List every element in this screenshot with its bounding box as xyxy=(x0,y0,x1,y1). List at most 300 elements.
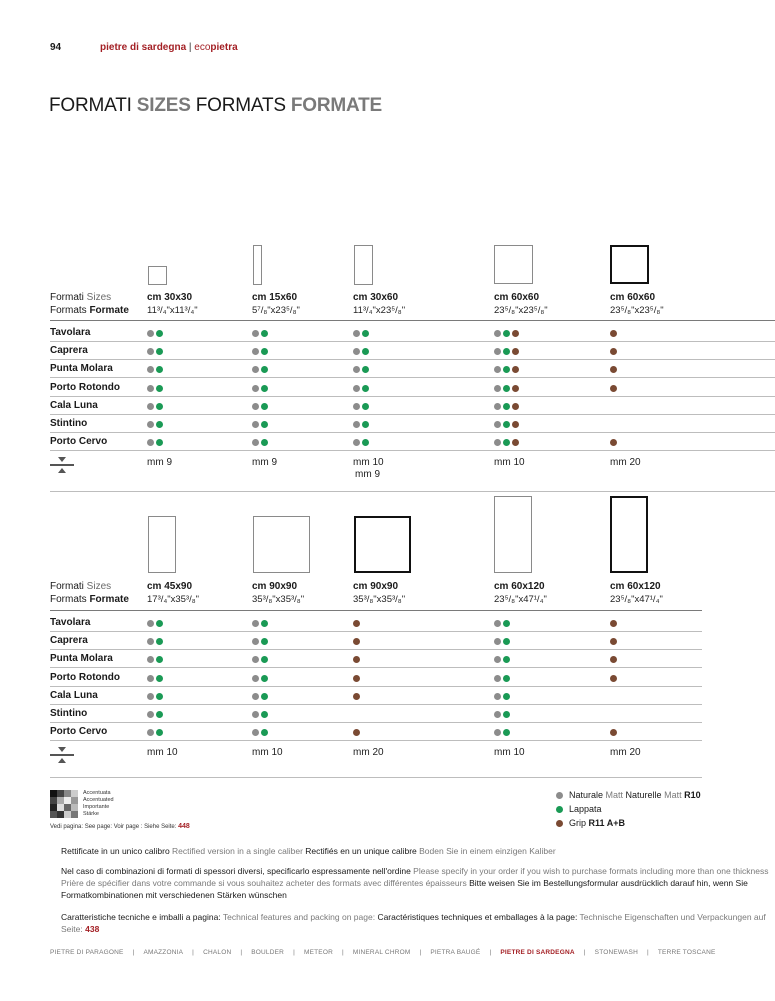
table-row-rule xyxy=(50,341,775,342)
finish-dot-gr xyxy=(503,711,510,718)
finish-dots xyxy=(610,656,617,665)
naturale-dot xyxy=(556,792,563,799)
format-inch: 11³/₄"x23⁵/₈" xyxy=(353,305,406,316)
finish-dots xyxy=(252,348,268,357)
series-label: Cala Luna xyxy=(50,399,98,411)
finish-dot-br xyxy=(512,421,519,428)
finish-dot-g xyxy=(494,656,501,663)
finish-dots xyxy=(353,693,360,702)
table-rule xyxy=(50,320,775,321)
series-label: Stintino xyxy=(50,418,88,429)
note-rectified: Rettificate in un unico calibro Rectified version in a single caliber Rectifiés en un unique calibre Boden Sie in einem einzigen Kaliber xyxy=(61,846,556,856)
series-label: Cala Luna xyxy=(50,689,98,701)
finish-dot-g xyxy=(147,711,154,718)
finish-dot-br xyxy=(512,366,519,373)
finish-dot-g xyxy=(252,638,259,645)
thickness-icon xyxy=(50,747,74,771)
finish-dots xyxy=(494,638,510,647)
format-inch: 23⁵/₈"x47¹/₄" xyxy=(610,594,663,605)
finish-dots xyxy=(494,729,510,738)
series-label: Caprera xyxy=(50,635,88,647)
finish-dots xyxy=(252,729,268,738)
finish-dots xyxy=(494,330,519,339)
finish-dots xyxy=(353,439,369,448)
finish-dot-g xyxy=(494,675,501,682)
format-inch: 23⁵/₈"x47¹/₄" xyxy=(494,594,547,605)
finish-dot-gr xyxy=(261,711,268,718)
finish-dot-br xyxy=(610,439,617,446)
finish-dot-gr xyxy=(261,675,268,682)
finish-dot-g xyxy=(252,729,259,736)
finish-dot-gr xyxy=(261,366,268,373)
finish-dots xyxy=(353,385,369,394)
title-word-2: SIZES xyxy=(136,95,196,116)
finish-dot-g xyxy=(494,366,501,373)
finish-dot-gr xyxy=(503,656,510,663)
finish-dots xyxy=(252,711,268,720)
finish-dot-gr xyxy=(362,366,369,373)
finish-dot-gr xyxy=(156,348,163,355)
finish-dot-gr xyxy=(156,385,163,392)
table-row-rule xyxy=(50,740,702,741)
note-thickness-combination: Nel caso di combinazioni di formati di spessori diversi, specificarlo espressamente nell'ordine Please specify in your order if you wish to purchase formats including more than one thickness Prière de spécifier dans votre commande si vous souhaitez acheter des formats avec différentes épaisseurs Bitte weisen Sie im Bestellungsformular ausdrücklich darauf hin, wenn Sie Formatkombinationen mit verschiedenen Stärken wünschen xyxy=(61,866,769,900)
finish-dot-br xyxy=(610,385,617,392)
finish-dot-g xyxy=(147,330,154,337)
finish-dot-br xyxy=(610,675,617,682)
thickness-value: mm 10 xyxy=(147,747,178,759)
finish-dot-br xyxy=(610,638,617,645)
finish-dot-br xyxy=(353,693,360,700)
format-cm: cm 15x60 xyxy=(252,292,298,303)
legend-naturale-label: Naturale Matt Naturelle Matt R10 xyxy=(569,790,701,800)
legend-line: Accentuated xyxy=(83,797,114,803)
page-title xyxy=(49,95,382,117)
brand-pietra: pietra xyxy=(210,42,238,53)
finish-dot-gr xyxy=(503,366,510,373)
finish-dot-gr xyxy=(503,620,510,627)
finish-dots xyxy=(353,620,360,629)
format-cm: cm 60x60 xyxy=(494,292,540,303)
footer-link[interactable]: METEOR xyxy=(303,949,333,956)
finish-dot-g xyxy=(353,439,360,446)
finish-dot-g xyxy=(147,620,154,627)
finish-dot-br xyxy=(353,620,360,627)
finish-dots xyxy=(147,656,163,665)
finish-dots xyxy=(252,330,268,339)
title-word-1: FORMATI xyxy=(49,95,137,116)
thickness-legend-swatch xyxy=(50,790,78,818)
table-row-rule xyxy=(50,396,775,397)
finish-dot-gr xyxy=(261,693,268,700)
finish-dots xyxy=(147,385,163,394)
table-row-rule xyxy=(50,450,775,451)
finish-dot-g xyxy=(252,385,259,392)
format-cm: cm 45x90 xyxy=(147,581,193,592)
footer-separator: | xyxy=(240,949,243,956)
note-technical-features: Caratteristiche tecniche e imballi a pagina: Technical features and packing on page: Caractéristiques techniques et emballages à la page: Technische Eigenschaften und Verpackungen auf Seite: 438 xyxy=(61,912,766,934)
thickness-value: mm 20 xyxy=(610,747,641,759)
format-inch: 23⁵/₈"x23⁵/₈" xyxy=(610,305,664,316)
finish-dot-gr xyxy=(261,656,268,663)
table-header-formats: Formats Formate xyxy=(50,594,129,605)
finish-dots xyxy=(147,675,163,684)
finish-dot-br xyxy=(512,403,519,410)
finish-dot-br xyxy=(353,729,360,736)
finish-dot-gr xyxy=(261,638,268,645)
format-header xyxy=(610,581,663,605)
thickness-value: mm 9 xyxy=(147,457,172,469)
finish-dots xyxy=(494,366,519,375)
table-row-rule xyxy=(50,686,702,687)
brand-eco: eco xyxy=(194,42,211,53)
finish-dot-gr xyxy=(156,656,163,663)
finish-dot-g xyxy=(252,330,259,337)
finish-dots xyxy=(494,439,519,448)
footer-link[interactable]: PIETRE DI SARDEGNA xyxy=(500,949,575,956)
finish-dot-g xyxy=(147,439,154,446)
format-inch: 17³/₄"x35³/₈" xyxy=(147,594,200,605)
footer-separator: | xyxy=(192,949,195,956)
format-header xyxy=(147,292,198,316)
lappata-dot xyxy=(556,806,563,813)
table-bottom-rule xyxy=(50,491,775,492)
format-shape-60x60 xyxy=(494,245,533,284)
finish-dot-gr xyxy=(362,421,369,428)
finish-dot-g xyxy=(147,403,154,410)
finish-dot-g xyxy=(494,385,501,392)
finish-dot-gr xyxy=(261,421,268,428)
brand-separator: | xyxy=(186,42,195,53)
format-header xyxy=(252,581,304,605)
finish-dot-br xyxy=(512,439,519,446)
finish-dots xyxy=(147,421,163,430)
format-shape-30x30 xyxy=(148,266,167,285)
finish-dot-gr xyxy=(261,348,268,355)
finish-dot-gr xyxy=(156,693,163,700)
finish-dot-br xyxy=(610,656,617,663)
format-header xyxy=(252,292,300,316)
finish-dots xyxy=(494,620,510,629)
finish-dot-gr xyxy=(503,385,510,392)
finish-dots xyxy=(610,620,617,629)
finish-dot-g xyxy=(252,348,259,355)
footer-link[interactable]: CHALON xyxy=(203,949,232,956)
format-header xyxy=(353,581,405,605)
table-row-rule xyxy=(50,722,702,723)
series-label: Porto Cervo xyxy=(50,726,108,738)
finish-dot-gr xyxy=(156,711,163,718)
brand-name: pietre di sardegna xyxy=(100,42,187,53)
finish-dot-g xyxy=(147,638,154,645)
finish-dots xyxy=(610,638,617,647)
thickness-legend-text xyxy=(83,790,114,818)
series-label: Porto Cervo xyxy=(50,436,108,448)
finish-dot-g xyxy=(147,675,154,682)
finish-dots xyxy=(494,711,510,720)
finish-dot-gr xyxy=(503,729,510,736)
series-label: Punta Molara xyxy=(50,363,113,375)
see-page-label: Vedi pagina: See page: Voir page : Siehe Seite: xyxy=(50,824,179,830)
footer-separator: | xyxy=(419,949,422,956)
table-header-sizes: Formati Sizes xyxy=(50,581,112,592)
table-row-rule xyxy=(50,649,702,650)
format-shape-15x60 xyxy=(253,245,262,285)
format-shape-30x60 xyxy=(354,245,373,285)
finish-dot-g xyxy=(353,366,360,373)
footer-separator: | xyxy=(647,949,649,956)
finish-dots xyxy=(353,421,369,430)
finish-dots xyxy=(252,620,268,629)
page-number: 94 xyxy=(50,42,62,53)
finish-dot-g xyxy=(252,693,259,700)
finish-dot-gr xyxy=(362,330,369,337)
finish-dot-g xyxy=(353,421,360,428)
finish-dot-gr xyxy=(503,330,510,337)
finish-dots xyxy=(353,330,369,339)
table-header-formats: Formats Formate xyxy=(50,305,129,316)
table-row-rule xyxy=(50,359,775,360)
finish-dots xyxy=(494,693,510,702)
finish-dot-g xyxy=(494,620,501,627)
finish-dot-br xyxy=(353,675,360,682)
finish-dot-gr xyxy=(261,330,268,337)
finish-dot-g xyxy=(147,385,154,392)
finish-dot-g xyxy=(494,693,501,700)
finish-dot-g xyxy=(494,638,501,645)
finish-dot-g xyxy=(494,729,501,736)
footer-link[interactable]: AMAZZONIA xyxy=(143,949,184,956)
finish-dots xyxy=(252,421,268,430)
finish-dot-g xyxy=(252,675,259,682)
legend-lappata xyxy=(556,804,602,814)
finish-dot-gr xyxy=(362,385,369,392)
legend-lappata-label: Lappata xyxy=(569,804,602,814)
finish-dots xyxy=(147,729,163,738)
footer-link[interactable]: STONEWASH xyxy=(594,949,638,956)
finish-dots xyxy=(252,675,268,684)
finish-dot-gr xyxy=(156,620,163,627)
finish-dot-g xyxy=(252,439,259,446)
finish-dot-gr xyxy=(156,421,163,428)
legend-line: Importante xyxy=(83,804,110,810)
finish-dot-g xyxy=(494,439,501,446)
series-label: Caprera xyxy=(50,345,88,357)
table-row-rule xyxy=(50,631,702,632)
finish-dots xyxy=(494,385,519,394)
finish-dots xyxy=(353,638,360,647)
finish-dots xyxy=(252,439,268,448)
see-page-reference xyxy=(50,823,190,830)
format-header xyxy=(494,581,547,605)
finish-dot-br xyxy=(610,729,617,736)
series-label: Porto Rotondo xyxy=(50,381,120,393)
finish-dot-g xyxy=(353,348,360,355)
finish-dot-g xyxy=(494,711,501,718)
finish-dots xyxy=(353,675,360,684)
finish-dots xyxy=(494,421,519,430)
finish-dot-gr xyxy=(503,675,510,682)
finish-dot-g xyxy=(147,693,154,700)
finish-dots xyxy=(494,675,510,684)
finish-dot-br xyxy=(610,620,617,627)
finish-dot-g xyxy=(147,366,154,373)
finish-dots xyxy=(353,366,369,375)
footer-separator: | xyxy=(293,949,295,956)
finish-dot-g xyxy=(494,330,501,337)
finish-dot-g xyxy=(494,421,501,428)
title-word-4: FORMATE xyxy=(290,95,383,116)
format-inch: 23⁵/₈"x23⁵/₈" xyxy=(494,305,548,316)
format-inch: 5⁷/₈"x23⁵/₈" xyxy=(252,305,300,316)
finish-dot-gr xyxy=(261,403,268,410)
finish-dot-g xyxy=(147,421,154,428)
format-header xyxy=(147,581,199,605)
footer-separator: | xyxy=(583,949,586,956)
finish-dots xyxy=(353,403,369,412)
legend-grip xyxy=(556,818,625,828)
footer-link[interactable]: PIETRA BAUGÉ xyxy=(430,949,481,956)
finish-dots xyxy=(147,711,163,720)
table-row-rule xyxy=(50,432,775,433)
finish-dot-g xyxy=(147,729,154,736)
finish-dots xyxy=(252,366,268,375)
grip-dot xyxy=(556,820,563,827)
finish-dot-g xyxy=(147,656,154,663)
table-rule xyxy=(50,610,702,611)
footer-separator: | xyxy=(489,949,492,956)
finish-dots xyxy=(610,675,617,684)
finish-dot-br xyxy=(512,385,519,392)
finish-dots xyxy=(252,403,268,412)
format-inch: 11³/₄"x11³/₄" xyxy=(147,305,198,316)
finish-dots xyxy=(147,638,163,647)
format-shape-90x90-thick xyxy=(354,516,411,573)
finish-dot-br xyxy=(610,330,617,337)
finish-dot-gr xyxy=(261,620,268,627)
finish-dots xyxy=(610,348,617,357)
finish-dot-g xyxy=(252,656,259,663)
finish-dot-br xyxy=(512,330,519,337)
finish-dots xyxy=(610,729,617,738)
finish-dots xyxy=(610,385,617,394)
footer-link[interactable]: MINERAL CHROM xyxy=(352,949,411,956)
thickness-value: mm 20 xyxy=(610,457,641,469)
finish-dots xyxy=(494,348,519,357)
thickness-value: mm 10 xyxy=(353,457,384,469)
footer-separator: | xyxy=(132,949,135,956)
finish-dot-gr xyxy=(156,403,163,410)
finish-dot-gr xyxy=(362,348,369,355)
series-label: Tavolara xyxy=(50,617,91,628)
legend-grip-label: Grip R11 A+B xyxy=(569,818,625,828)
finish-dot-br xyxy=(353,638,360,645)
series-label: Porto Rotondo xyxy=(50,671,120,683)
finish-dot-g xyxy=(353,330,360,337)
finish-dots xyxy=(252,693,268,702)
series-label: Punta Molara xyxy=(50,653,113,665)
finish-dots xyxy=(610,439,617,448)
format-shape-90x90 xyxy=(253,516,310,573)
footer-link[interactable]: BOULDER xyxy=(251,949,285,956)
finish-dot-gr xyxy=(156,638,163,645)
finish-dot-gr xyxy=(503,439,510,446)
finish-dots xyxy=(252,385,268,394)
thickness-value: mm 20 xyxy=(353,747,384,759)
finish-dot-gr xyxy=(362,403,369,410)
finish-dot-gr xyxy=(261,729,268,736)
finish-dot-g xyxy=(494,348,501,355)
finish-dot-gr xyxy=(156,366,163,373)
finish-dot-gr xyxy=(156,729,163,736)
thickness-icon xyxy=(50,457,74,481)
thickness-value: mm 10 xyxy=(252,747,283,759)
brand-header xyxy=(100,42,238,53)
finish-dot-gr xyxy=(503,403,510,410)
format-shape-60x120 xyxy=(494,496,532,573)
finish-dots xyxy=(353,729,360,738)
format-header xyxy=(610,292,664,316)
format-cm: cm 30x60 xyxy=(353,292,399,303)
finish-dot-gr xyxy=(156,675,163,682)
finish-dots xyxy=(610,330,617,339)
series-label: Stintino xyxy=(50,708,88,719)
table-header-sizes: Formati Sizes xyxy=(50,292,112,303)
finish-dot-gr xyxy=(362,439,369,446)
finish-dot-br xyxy=(512,348,519,355)
see-page-number[interactable]: 448 xyxy=(178,823,190,830)
finish-dot-gr xyxy=(503,693,510,700)
footer-link[interactable]: TERRE TOSCANE xyxy=(657,949,716,956)
finish-dots xyxy=(610,366,617,375)
table-row-rule xyxy=(50,377,775,378)
finish-dots xyxy=(147,330,163,339)
finish-dots xyxy=(252,638,268,647)
format-cm: cm 30x30 xyxy=(147,292,193,303)
finish-dot-g xyxy=(494,403,501,410)
title-word-3: FORMATS xyxy=(195,95,291,116)
footer-link[interactable]: PIETRE DI PARAGONE xyxy=(50,949,124,956)
finish-dots xyxy=(353,348,369,357)
series-label: Tavolara xyxy=(50,327,91,338)
thickness-value: mm 10 xyxy=(494,747,525,759)
thickness-value: mm 9 xyxy=(252,457,277,469)
finish-dot-gr xyxy=(503,638,510,645)
finish-dot-br xyxy=(610,348,617,355)
format-cm: cm 60x120 xyxy=(494,581,545,592)
table-bottom-rule xyxy=(50,777,702,778)
table-row-rule xyxy=(50,667,702,668)
format-shape-60x60-thick xyxy=(610,245,649,284)
finish-dot-g xyxy=(252,421,259,428)
finish-dots xyxy=(147,620,163,629)
footer-nav xyxy=(50,949,716,956)
finish-dots xyxy=(147,403,163,412)
format-inch: 35³/₈"x35³/₈" xyxy=(252,594,305,605)
finish-dot-br xyxy=(353,656,360,663)
finish-dot-gr xyxy=(261,439,268,446)
finish-dot-gr xyxy=(156,330,163,337)
finish-dots xyxy=(252,656,268,665)
format-shape-45x90 xyxy=(148,516,176,573)
finish-dots xyxy=(147,693,163,702)
format-cm: cm 60x60 xyxy=(610,292,656,303)
format-inch: 35³/₈"x35³/₈" xyxy=(353,594,406,605)
legend-line: Stärke xyxy=(83,811,99,817)
finish-dot-g xyxy=(147,348,154,355)
footer-separator: | xyxy=(341,949,344,956)
finish-dots xyxy=(147,366,163,375)
format-header xyxy=(494,292,548,316)
